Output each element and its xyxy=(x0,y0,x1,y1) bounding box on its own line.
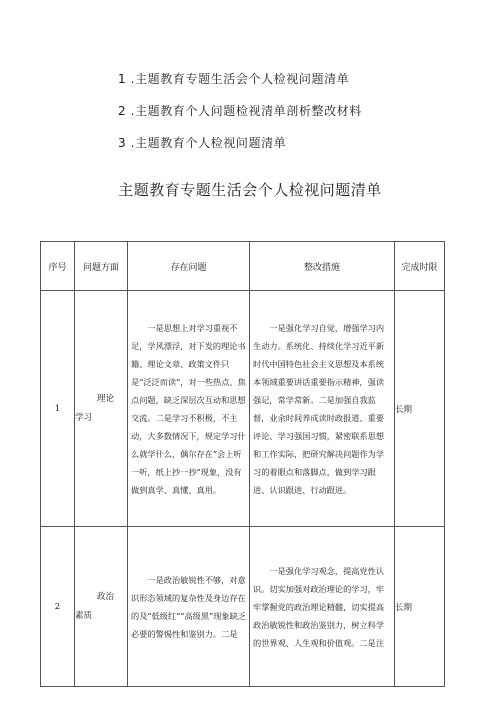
row-issue-cell xyxy=(128,291,250,527)
header-deadline: 完成时限 xyxy=(395,242,445,291)
row-issue: 一是思想上对学习重视不足，学风漂浮，对下发的理论书籍、理论文章、政策文件只是“泛泛而读”，对一些热点、焦点问题，缺乏深层次互动和思想交流。二是学习不积极，不主动，大多数情况下，规定学习什么就学什么，偶尔存在“会上听一听，纸上抄一抄”现象，没有做到真学、真懂、真用。 xyxy=(131,322,246,495)
header-aspect: 问题方面 xyxy=(75,242,128,291)
toc-item[interactable]: 1 .主题教育专题生活会个人检视问题清单 xyxy=(118,72,350,86)
header-seq: 序号 xyxy=(41,242,75,291)
table-header-row xyxy=(41,242,445,291)
row-measures-cell xyxy=(250,527,395,687)
toc-item[interactable]: 2 .主题教育个人问题检视清单剖析整改材料 xyxy=(118,104,362,118)
header-issue: 存在问题 xyxy=(128,242,250,291)
aspect-line2: 学习 xyxy=(75,412,93,423)
row-measures: 一是强化学习自觉，增强学习内生动力。系统化、持续化学习近平新时代中国特色社会主义思想及本系统本领域重要讲话重要指示精神，强读强记，常学常新。二是加强自我监督，业余时间养成读时政报道、重要评论、学习强国习惯，紧密联系思想和工作实际，把研究解决问题作为学习的着眼点和落脚点，做到学习跟进、认识跟进、行动跟进。 xyxy=(253,322,385,495)
row-measures-cell xyxy=(250,291,395,527)
row-deadline: 长期 xyxy=(395,527,445,687)
row-deadline: 长期 xyxy=(395,291,445,527)
aspect-line2: 素质 xyxy=(75,610,93,621)
row-issue-cell xyxy=(128,527,250,687)
table-row xyxy=(41,291,445,527)
row-issue: 一是政治敏锐性不够，对意识形态领域的复杂性及身边存在的及“低级红”“高级黑”现象缺乏必要的警惕性和鉴别力。二是 xyxy=(131,574,246,639)
row-measures: 一是强化学习观念，提高党性认识。切实加强对政治理论的学习，牢牢掌握党的政治理论精髓，切实提高政治敏锐性和政治鉴别力，树立科学的世界观、人生观和价值观。二是注 xyxy=(253,565,385,648)
row-seq: 1 xyxy=(41,291,75,527)
aspect-line1: 理论 xyxy=(97,393,115,404)
toc-item[interactable]: 3 .主题教育个人检视问题清单 xyxy=(118,136,287,150)
row-seq: 2 xyxy=(41,527,75,687)
row-aspect xyxy=(75,291,128,527)
header-measures: 整改措施 xyxy=(250,242,395,291)
table-of-contents xyxy=(118,70,362,166)
table-row xyxy=(41,527,445,687)
document-title: 主题教育专题生活会个人检视问题清单 xyxy=(118,181,382,199)
aspect-line1: 政治 xyxy=(97,591,115,602)
row-aspect xyxy=(75,527,128,687)
issue-checklist-table xyxy=(40,241,445,687)
